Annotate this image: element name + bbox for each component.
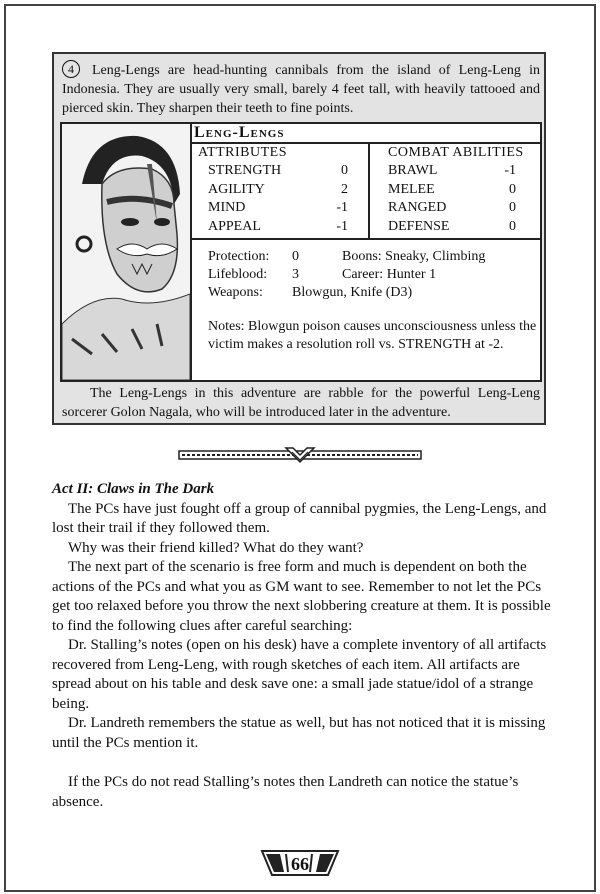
creature-name: Leng-Lengs bbox=[192, 124, 542, 144]
attributes-column bbox=[198, 144, 368, 236]
career: Career: Hunter 1 bbox=[342, 267, 437, 282]
ornamental-divider bbox=[178, 446, 422, 464]
leng-leng-portrait bbox=[62, 124, 192, 380]
page-number-badge bbox=[260, 845, 340, 881]
attribute-row: MIND -1 bbox=[208, 200, 348, 215]
statblock-outro: The Leng-Lengs in this adventure are rabble for the powerful Leng-Leng sorcerer Golon Nagala, who will be introduced later in the adventure. bbox=[62, 386, 540, 420]
paragraph: The next part of the scenario is free form and much is dependent on both the actions of the PCs and what you as GM want to see. Remember to not let the PCs get too relaxed before you throw the next slobbering creature at them. It is possible to find the following clues after careful searching: bbox=[52, 559, 551, 634]
column-divider bbox=[368, 144, 370, 238]
boons: Boons: Sneaky, Climbing bbox=[342, 249, 486, 264]
protection-value: 0 bbox=[292, 249, 299, 264]
weapons-value: Blowgun, Knife (D3) bbox=[292, 285, 413, 300]
act-title: Act II: Claws in The Dark bbox=[52, 481, 215, 497]
lifeblood-label: Lifeblood: bbox=[208, 267, 268, 282]
row-divider bbox=[192, 238, 540, 240]
paragraph: Dr. Stalling’s notes (open on his desk) have a complete inventory of all artifacts recovered from Leng-Leng, with rough sketches of each item. All artifacts are spread about on his table and desk save one: a small jade statue/idol of a strange being. bbox=[52, 637, 547, 712]
creature-notes: Notes: Blowgun poison causes unconsciousness unless the victim makes a resolution roll vs. STRENGTH at -2. bbox=[208, 319, 537, 352]
creature-statblock bbox=[52, 52, 546, 425]
stat-card bbox=[60, 122, 542, 382]
page-number: 66 bbox=[291, 854, 309, 874]
statblock-intro-text: Leng-Lengs are head-hunting cannibals from the island of Leng-Leng in Indonesia. They are usually very small, barely 4 feet tall, with heavily tattooed and pierced skin. They sharpen their teeth to fine points. bbox=[62, 63, 540, 116]
combat-header: COMBAT ABILITIES bbox=[388, 145, 524, 160]
main-text bbox=[52, 480, 554, 812]
paragraph: Why was their friend killed? What do they want? bbox=[68, 539, 364, 556]
paragraph: Dr. Landreth remembers the statue as well, but has not noticed that it is missing until the PCs mention it. bbox=[52, 715, 546, 751]
combat-abilities-column bbox=[388, 144, 540, 236]
protection-label: Protection: bbox=[208, 249, 270, 264]
attribute-row: STRENGTH 0 bbox=[208, 163, 348, 178]
combat-row: BRAWL -1 bbox=[388, 163, 516, 178]
combat-row: DEFENSE 0 bbox=[388, 218, 516, 234]
creature-details bbox=[208, 248, 538, 354]
attribute-row: APPEAL -1 bbox=[208, 218, 348, 234]
statblock-intro bbox=[62, 60, 540, 118]
lifeblood-value: 3 bbox=[292, 267, 299, 282]
attributes-header: ATTRIBUTES bbox=[198, 145, 287, 160]
combat-row: RANGED 0 bbox=[388, 200, 516, 215]
statblock-number-badge: 4 bbox=[62, 60, 80, 78]
paragraph: If the PCs do not read Stalling’s notes then Landreth can notice the statue’s absence. bbox=[52, 774, 519, 810]
combat-row: MELEE 0 bbox=[388, 181, 516, 197]
attribute-row: AGILITY 2 bbox=[208, 181, 348, 197]
paragraph: The PCs have just fought off a group of cannibal pygmies, the Leng-Lengs, and lost their trail if they followed them. bbox=[52, 500, 547, 536]
weapons-label: Weapons: bbox=[208, 285, 263, 300]
